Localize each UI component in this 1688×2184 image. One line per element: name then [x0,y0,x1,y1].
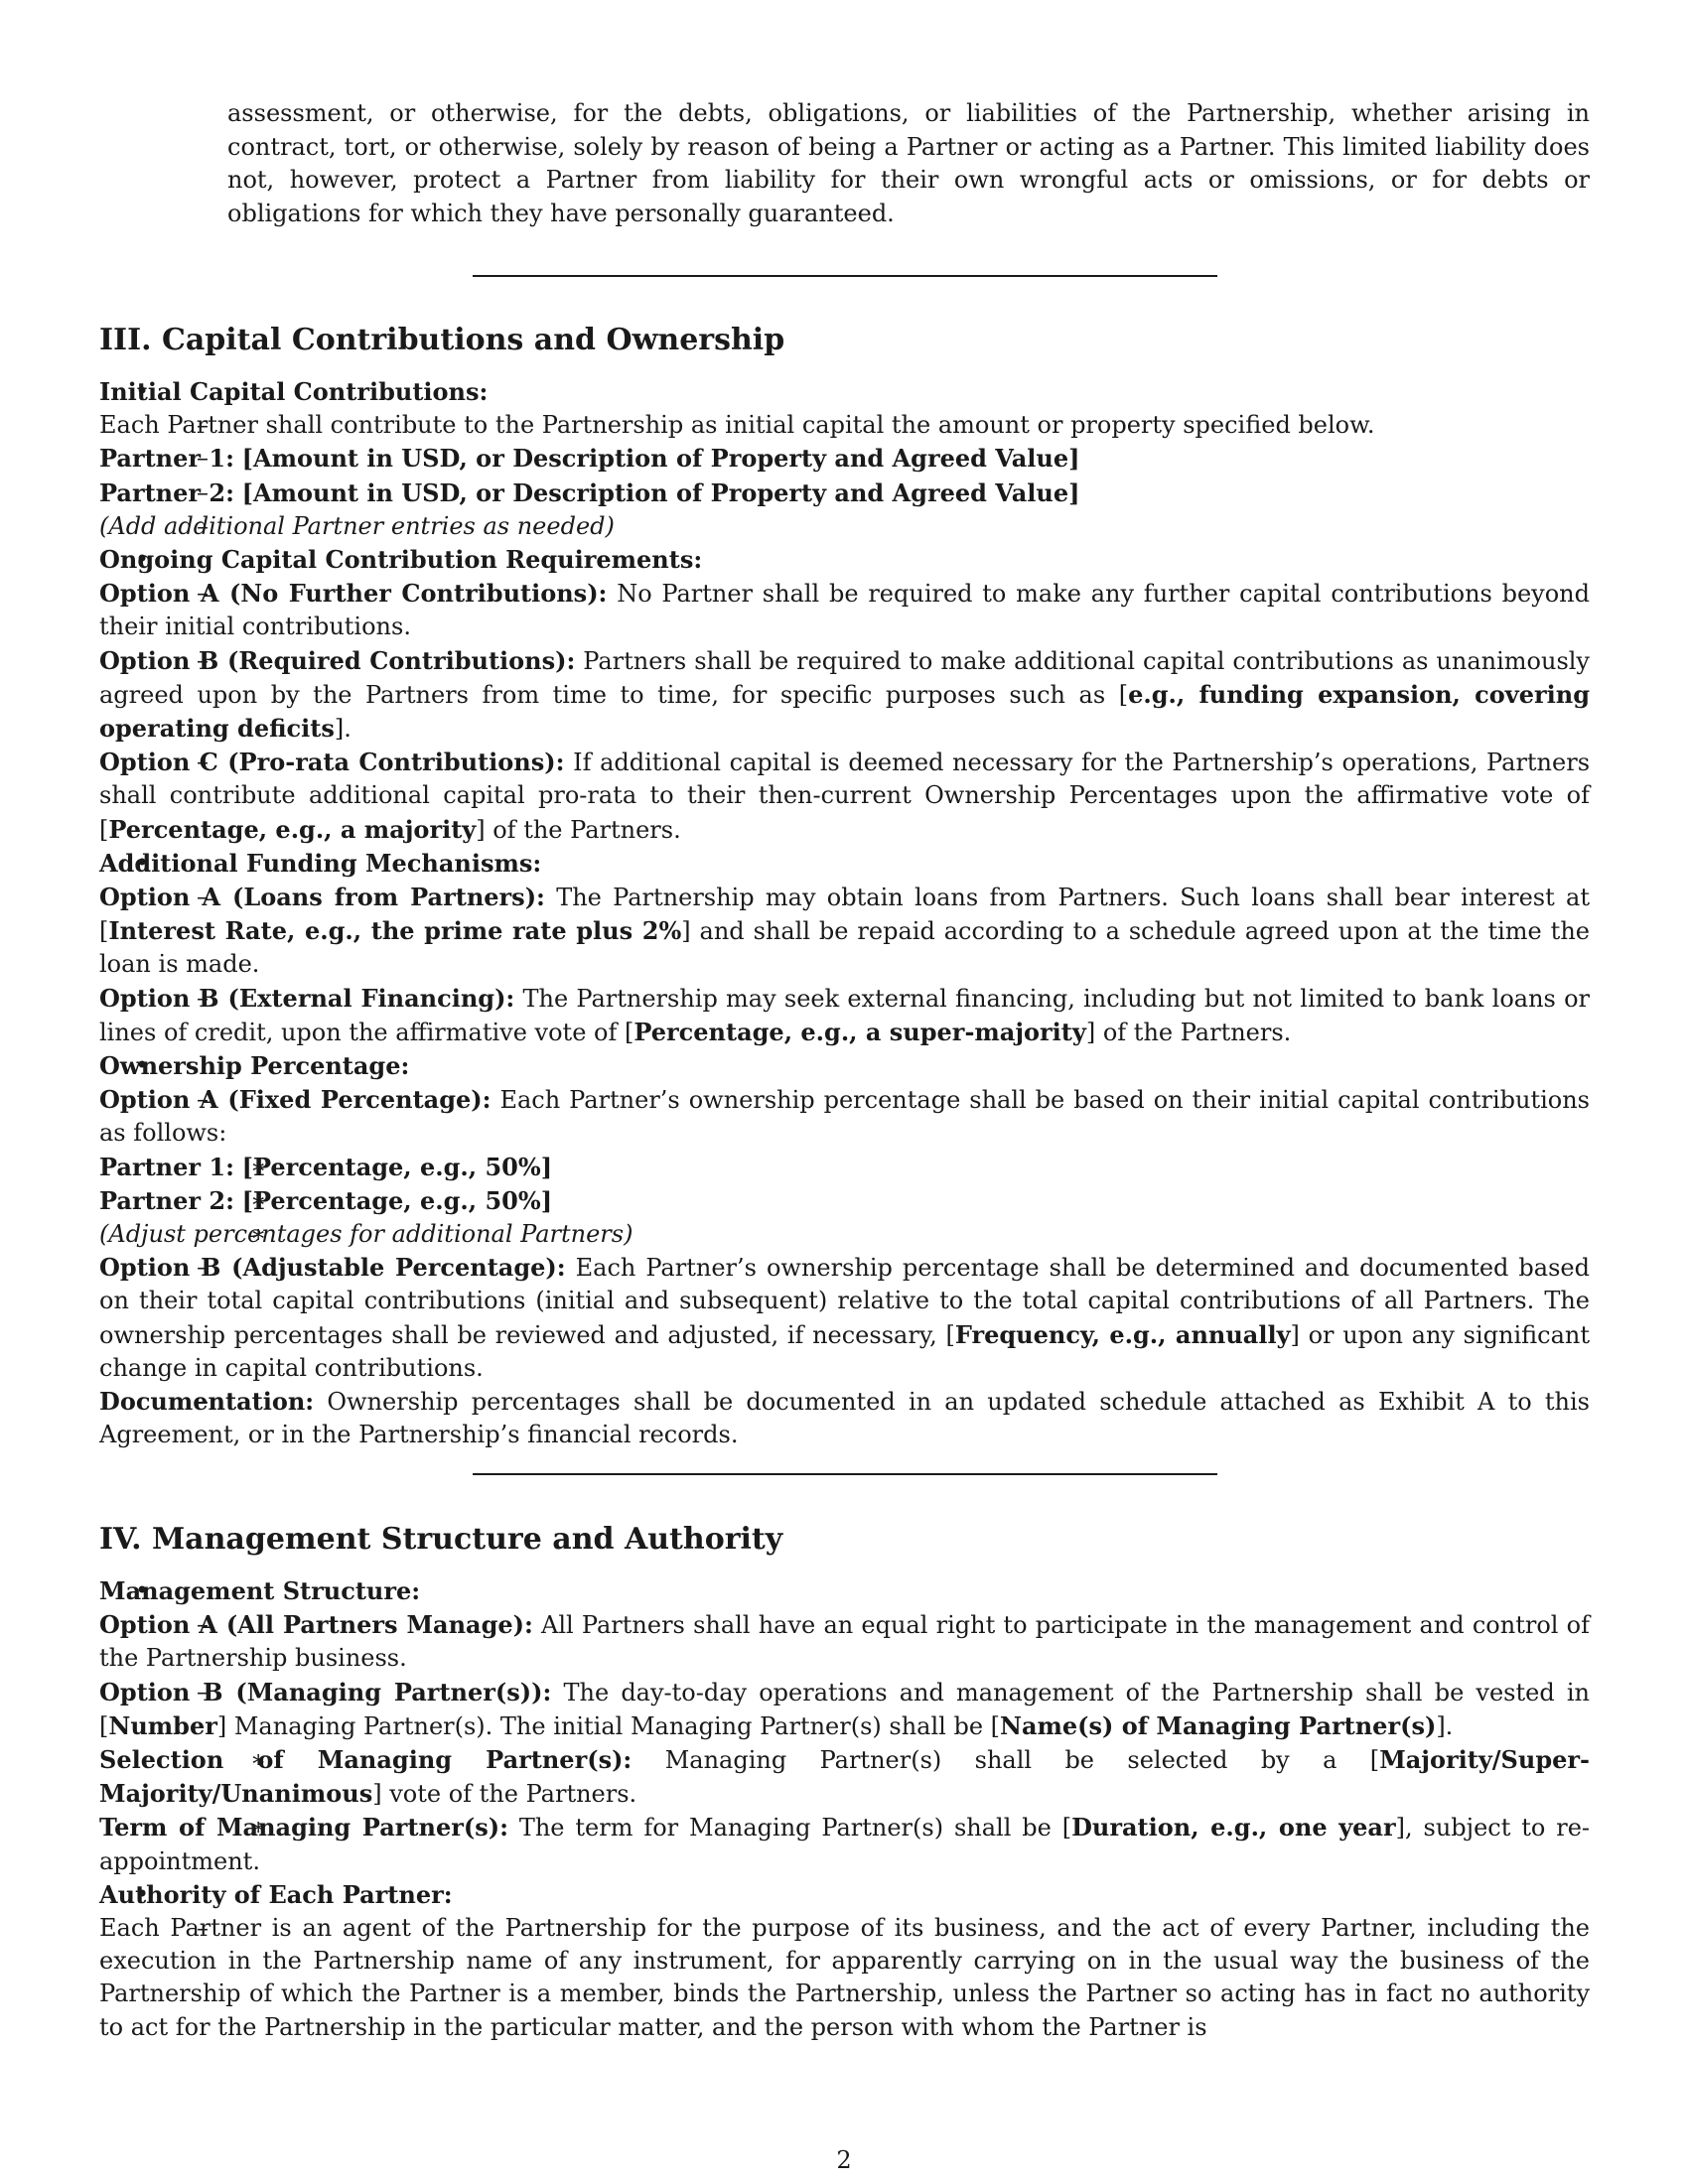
list-subitem-option-b: – Option B (Required Contributions): Partners shall be required to make additional capital contributions as unanimously agreed upon by the Partners from time to time, for specific purposes such as [e.g., funding expansion, covering operating deficits]. [99,644,1590,747]
section-divider [473,275,1217,277]
list-subitem-all-partners: – Option A (All Partners Manage): All Partners shall have an equal right to participate in the management and control of the Partnership business. [99,1608,1590,1675]
carryover-paragraph: assessment, or otherwise, for the debts, obligations, or liabilities of the Partnership, whether arising in contract, tort, or otherwise, solely by reason of being a Partner or acting as a Partner. This limited liability does not, however, protect a Partner from liability for their own wrongful acts or omissions, or for debts or obligations for which they have personally guaranteed. [227,99,1590,227]
list-subitem-external: – Option B (External Financing): The Partnership may seek external financing, including but not limited to bank loans or lines of credit, upon the affirmative vote of [Percentage, e.g., a super-majority] of the Partners. [99,982,1590,1049]
list-subsubitem-note: ∗ (Adjust percentages for additional Partners) [99,1218,1590,1251]
list-subitem-option-a: – Option A (No Further Contributions): No Partner shall be required to make any further capital contributions beyond their initial contributions. [99,577,1590,643]
list-item-ownership: • Ownership Percentage: [99,1049,1590,1083]
list-item-structure: • Management Structure: [99,1574,1590,1608]
list-subitem: – Each Partner shall contribute to the Partnership as initial capital the amount or property specified below. [99,409,1590,442]
list-subitem-partner-2: – Partner 2: [Amount in USD, or Description of Property and Agreed Value] [99,477,1590,510]
list-item-initial: • Initial Capital Contributions: [99,375,1590,409]
list-subsubitem-term: ∗ Term of Managing Partner(s): The term for Managing Partner(s) shall be [Duration, e.g., one year], subject to re-appointment. [99,1811,1590,1877]
list-subitem-authority: – Each Partner is an agent of the Partnership for the purpose of its business, and the act of every Partner, including the execution in the Partnership name of any instrument, for apparently carrying on in the usual way the business of the Partnership of which the Partner is a member, binds the Partnership, unless the Partner so acting has in fact no authority to act for the Partnership in the particular matter, and the person with whom the Partner is [99,1912,1590,2044]
section-divider [473,1473,1217,1475]
list-subitem-note: – (Add additional Partner entries as needed) [99,510,1590,543]
page-number: 2 [836,2146,852,2174]
list-subitem-documentation: – Documentation: Ownership percentages shall be documented in an updated schedule attached as Exhibit A to this Agreement, or in the Partnership’s financial records. [99,1385,1590,1451]
list-subsubitem-selection: ∗ Selection of Managing Partner(s): Managing Partner(s) shall be selected by a [Majority/Super-Majority/Unanimous] vote of the Partners. [99,1743,1590,1811]
list-subitem-fixed: – Option A (Fixed Percentage): Each Partner’s ownership percentage shall be based on their initial capital contributions as follows: [99,1083,1590,1150]
section-heading-management: IV. Management Structure and Authority [99,1522,783,1557]
list-item-ongoing: • Ongoing Capital Contribution Requirements: [99,543,1590,577]
list-item-funding: • Additional Funding Mechanisms: [99,847,1590,881]
section-heading-capital: III. Capital Contributions and Ownership [99,323,785,357]
list-subitem-loans: – Option A (Loans from Partners): The Partnership may obtain loans from Partners. Such loans shall bear interest at [Interest Rate, e.g., the prime rate plus 2%] and shall be repaid according to a schedule agreed upon at the time the loan is made. [99,881,1590,982]
list-item-authority: • Authority of Each Partner: [99,1878,1590,1912]
management-list [99,1574,1590,2044]
list-subitem-partner-1: – Partner 1: [Amount in USD, or Description of Property and Agreed Value] [99,442,1590,476]
list-subsubitem-partner-1: ∗ Partner 1: [Percentage, e.g., 50%] [99,1151,1590,1184]
list-subitem-option-c: – Option C (Pro-rata Contributions): If additional capital is deemed necessary for the Partnership’s operations, Partners shall contribute additional capital pro-rata to their then-current Ownership Percentages upon the affirmative vote of [Percentage, e.g., a majority] of the Partners. [99,746,1590,847]
list-subsubitem-partner-2: ∗ Partner 2: [Percentage, e.g., 50%] [99,1184,1590,1218]
list-subitem-managing-partners: – Option B (Managing Partner(s)): The day-to-day operations and management of the Partnership shall be vested in [Number] Managing Partner(s). The initial Managing Partner(s) shall be [Name(s) of Managing Partner(s)]. [99,1676,1590,1743]
capital-contributions-list [99,375,1590,1452]
list-subitem-adjustable: – Option B (Adjustable Percentage): Each Partner’s ownership percentage shall be determined and documented based on their total capital contributions (initial and subsequent) relative to the total capital contributions of all Partners. The ownership percentages shall be reviewed and adjusted, if necessary, [Frequency, e.g., annually] or upon any significant change in capital contributions. [99,1251,1590,1385]
